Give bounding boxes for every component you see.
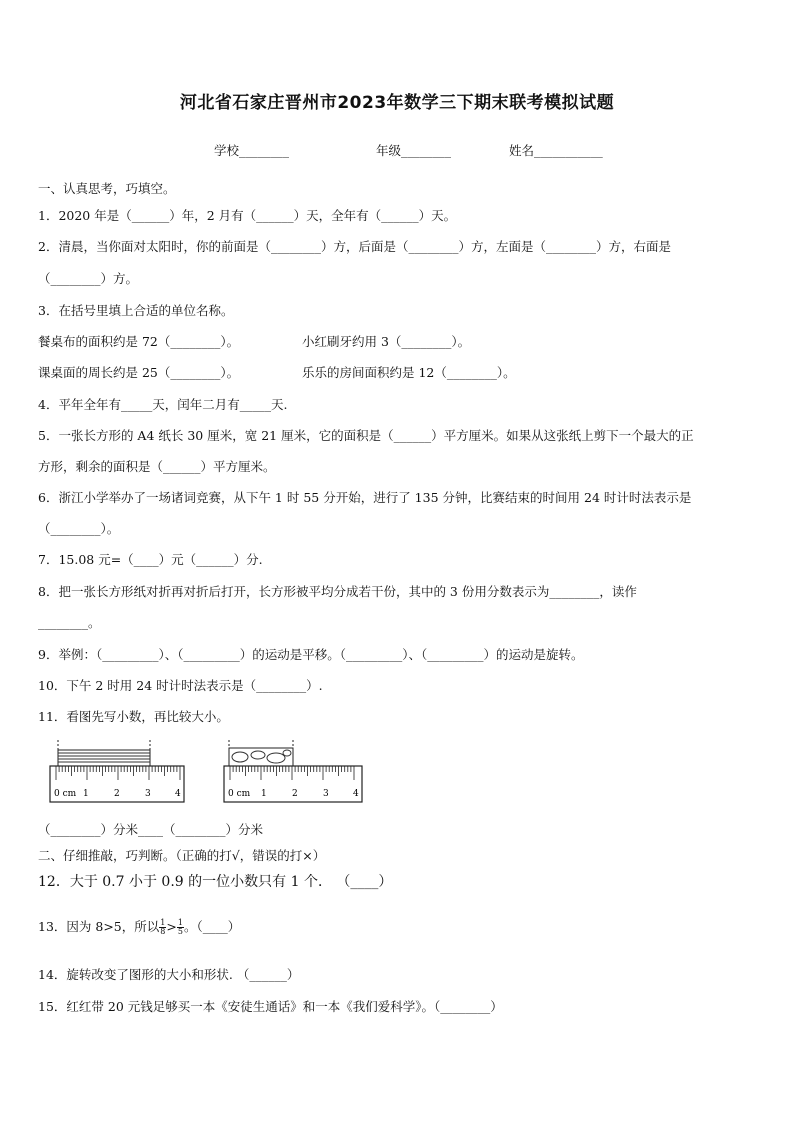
question-6: 6．浙江小学举办了一场诸词竞赛，从下午 1 时 55 分开始，进行了 135 分钟，比赛结束的时间用 24 时计时法表示是 [38,490,692,505]
question-2: 2．清晨，当你面对太阳时，你的前面是（________）方，后面是（________）方，左面是（________）方，右面是 [38,239,671,254]
grade-field[interactable]: 年级________ [376,143,452,158]
fraction-denominator: 8 [160,927,166,936]
question-8: 8．把一张长方形纸对折再对折后打开，长方形被平均分成若干份，其中的 3 份用分数表示为________，读作 [38,584,637,599]
section-heading-1: 一、认真思考，巧填空。 [38,181,176,196]
ruler-figures [0,738,400,810]
question-15: 15．红红带 20 元钱足够买一本《安徒生通话》和一本《我们爱科学》。（________） [38,999,503,1014]
ruler-tick-label: 3 [145,789,151,799]
question-7: 7．15.08 元=（____）元（______）分. [38,552,263,567]
page-title: 河北省石家庄晋州市2023年数学三下期末联考模拟试题 [179,93,615,113]
ruler-tick-label: 2 [114,789,120,799]
question-1: 1．2020 年是（______）年，2 月有（______）天，全年有（______）天。 [38,208,457,223]
ruler-unit-label-2: 0 cm [228,789,251,799]
question-12: 12．大于 0.7 小于 0.9 的一位小数只有 1 个． （____） [38,874,393,890]
question-2-cont: （________）方。 [38,271,139,286]
question-6-cont: （________）。 [38,521,120,536]
question-9: 9．举例：（_________）、（_________）的运动是平移。（_________）、（_________）的运动是旋转。 [38,647,584,662]
ruler-figure-2 [224,740,362,802]
question-3-item-4: 乐乐的房间面积约是 12（________）。 [302,365,516,380]
ruler-figure-1 [50,740,184,802]
fraction-denominator: 5 [177,927,183,936]
school-field[interactable]: 学校________ [214,143,290,158]
fraction-numerator: 1 [177,918,183,927]
ruler-unit-label-1: 0 cm [54,789,77,799]
ruler-tick-label: 1 [261,789,267,799]
question-11-answer: （________）分米____（________）分米 [38,822,264,837]
question-3-item-3: 课桌面的周长约是 25（________）。 [38,365,240,380]
section-heading-2: 二、仔细推敲，巧判断。（正确的打√，错误的打×） [38,848,326,863]
question-14: 14．旋转改变了图形的大小和形状. （______） [38,967,300,982]
question-13 [38,919,240,936]
question-13-answer-blank: 。（____） [183,919,241,934]
ruler-tick-label: 1 [83,789,89,799]
question-5-cont: 方形，剩余的面积是（______）平方厘米。 [38,459,276,474]
question-13-text: 13．因为 8>5，所以 [38,919,160,934]
question-11: 11．看图先写小数，再比较大小。 [38,709,229,724]
question-4: 4．平年全年有_____天，闰年二月有_____天. [38,397,288,412]
ruler-tick-label: 4 [175,789,181,799]
greater-than-sign: > [166,919,177,934]
ruler-tick-label: 3 [323,789,329,799]
fraction-numerator: 1 [160,918,166,927]
striped-strip [58,750,150,766]
question-8-cont: ________。 [38,615,101,630]
ruler-tick-label: 4 [353,789,359,799]
question-5: 5．一张长方形的 A4 纸长 30 厘米，宽 21 厘米，它的面积是（______）平方厘米。如果从这张纸上剪下一个最大的正 [38,428,694,443]
question-3: 3．在括号里填上合适的单位名称。 [38,303,234,318]
name-field[interactable]: 姓名___________ [509,143,603,158]
question-10: 10．下午 2 时用 24 时计时法表示是（________）. [38,678,323,693]
ruler-tick-label: 2 [292,789,298,799]
question-3-item-1: 餐桌布的面积约是 72（________）。 [38,334,240,349]
question-3-item-2: 小红刷牙约用 3（________）。 [302,334,471,349]
fraction-one-fifth [177,919,184,936]
